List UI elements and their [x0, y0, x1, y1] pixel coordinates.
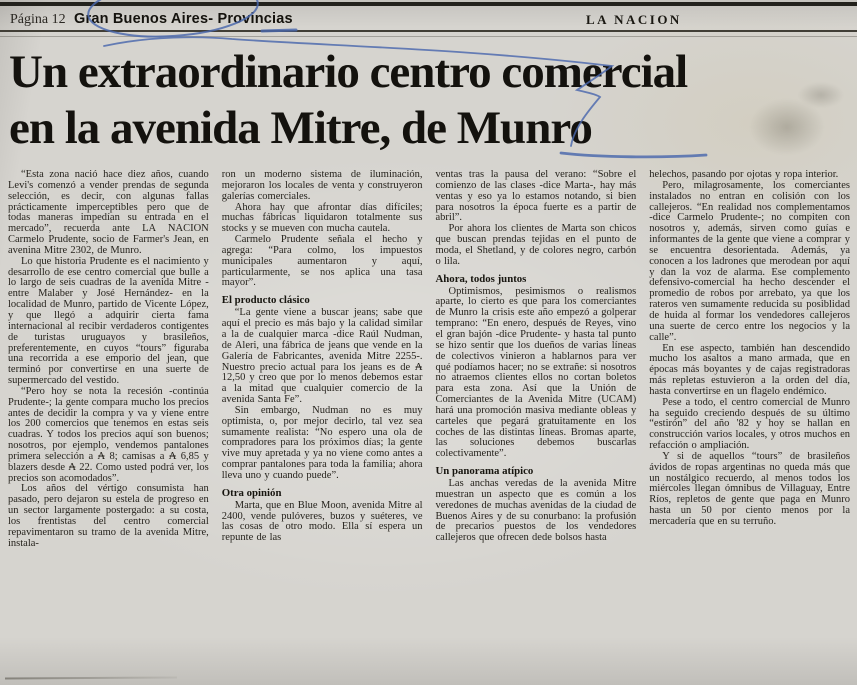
paper-crease-line [5, 677, 177, 680]
masthead-top-rule [0, 2, 857, 6]
article-paragraph: Sin embargo, Nudman no es muy optimista, o, por mejor decirlo, tal vez sea sumamente realista: “No espero una ola de compradores para los próximos días; la gente vive muy apretada y ya no viene como antes a comprar pantalones para toda la familia; ahora lleva uno y cuando puede”. [221, 404, 423, 481]
ink-smudge [798, 82, 844, 108]
article-paragraph: ventas tras la pausa del verano: “Sobre el comienzo de las clases -dice Marta-, hay más ventas y eso ya lo estamos notando, si bien para nosotros la época fuerte es a partir de abril”. [435, 169, 637, 224]
masthead-bottom-rule [0, 30, 857, 32]
article-paragraph: helechos, pasando por ojotas y ropa interior. [649, 169, 839, 180]
newspaper-name: LA NACION [586, 12, 682, 27]
article-paragraph: Los años del vértigo consumista han pasado, pero dejaron su estela de progreso en un sector largamente postergado: a su costa, los frentistas del centro comercial repavimentaron su tramo de la avenida Mitre, instala- [8, 483, 209, 549]
article-paragraph: Pero, milagrosamente, los comerciantes instalados no entran en colisión con los callejeros. “En realidad nos complementamos -dice Carmelo Prudente-; no compiten con nosotros y, además, sirven como guías e informantes de la gente que viene a comprar y se encuentra desorientada. Además, ya conocen a los ladrones que merodean por aquí y dan la voz de alarma. Ese complemento defensivo-comercial ha hecho descender el promedio de robos por arrebato, ya que los rateros ven sumamente reducida su posiblidad de huida al formar los vendedores callejeros una suerte de cerco entre los negocios y la calle”. [649, 179, 850, 343]
article-paragraph: Optimismos, pesimismos o realismos aparte, lo cierto es que para los comerciantes de Munro la crisis este año empezó a golperar temprano: “En enero, después de Reyes, vino el gran bajón -dice Prudente- y hasta tal punto se hizo sentir que los dueños de varias líneas de colectivos vinieron a hablarnos para ver qué podíamos hacer; no se extrañe: si nosotros no atraemos clientes ellos no cortan boletos para esta zona. Así que la Unión de Comerciantes de la Avenida Mitre (UCAM) hará una promoción masiva mediante obleas y carteles que pegará gratuitamente en los coches de las distintas líneas. Bromas aparte, las soluciones debemos buscarlas colectivamente”. [435, 285, 637, 460]
article-paragraph: Y si de aquellos “tours” de brasileños ávidos de ropas argentinas no queda más que un nostálgico recuerdo, al menos todos los miércoles llegan ómnibus de Villaguay, Entre Ríos, repletos de gente que paga en Munro hasta un 50 por ciento menos por la mercadería que en su terruño. [649, 450, 850, 527]
article-paragraph: Por ahora los clientes de Marta son chicos que buscan prendas tejidas en el punto de moda, el Shetland, y de colores negro, carbón o lila. [435, 223, 637, 267]
page-number-label: Página 12 [10, 12, 66, 27]
article-paragraph: Pese a todo, el centro comercial de Munro ha seguido creciendo después de su último “estirón” del año '82 y hoy se hallan en construcción varios locales, y otros muchos en refacción o ampliación. [649, 396, 850, 452]
article-paragraph: “Esta zona nació hace diez años, cuando Levi's comenzó a vender prendas de segunda selección, es decir, con algunas fallas prácticamente imperceptibles pero que de todas maneras impedían su entrada en el mercado”, recuerda ante LA NACION Carmelo Prudente, socio de Farmer's Jean, en avenina Mitre 2302, de Munro. [8, 169, 209, 256]
section-subhead: Un panorama atípico [435, 465, 534, 478]
masthead-faint-rule [0, 36, 857, 37]
article-column [8, 170, 209, 550]
headline-line1: Un extraordinario centro comercial [9, 46, 688, 98]
masthead [0, 9, 857, 31]
article-paragraph: Marta, que en Blue Moon, avenida Mitre al 2400, vende pulóveres, buzos y suéteres, ve las cosas de otro modo. Ella sí espera un repunte de las [221, 499, 423, 544]
section-subhead: Ahora, todos juntos [435, 272, 527, 285]
article-paragraph: En ese aspecto, también han descendido mucho los asaltos a mano armada, que en épocas más boyantes y de cajas registradoras más repletas estuvieron a la orden del día, hasta convertirse en un flagelo endémico. [649, 342, 850, 397]
article-paragraph: Carmelo Prudente señala el hecho y agrega: “Para colmo, los impuestos municipales aumentaron y aquí, particularmente, se nos aplica una tasa mayor”. [221, 234, 423, 289]
article-paragraph: Lo que historia Prudente es el nacimiento y desarrollo de ese centro comercial que bulle a lo largo de seis cuadras de la avenida Mitre -entre Malaber y José Hernández- en la localidad de Munro, partido de Vicente López, y que llegó a adquirir cierta fama internacional al recibir verdaderos contigentes de turistas uruguayos y brasileños, preferentemente, en cuyos “tours” figuraba una recorrida a ese emporio del jean, que terminó por convertirse en una suerte de supermercado del vestido. [8, 255, 209, 387]
article-paragraph: Ahora hay que afrontar días difíciles; muchas fábricas liquidaron totalmente sus stocks y se mueven con mucha cautela. [221, 201, 423, 235]
article-columns [8, 170, 850, 550]
section-subhead: El producto clásico [221, 294, 310, 307]
section-title: Gran Buenos Aires- Provincias [74, 11, 293, 27]
headline-line2: en la avenida Mitre, de Munro [9, 102, 592, 154]
article-column [436, 170, 637, 550]
article-paragraph: Las anchas veredas de la avenida Mitre muestran un aspecto que es común a los veredones de muchas avenidas de la ciudad de Buenos Aires y de su conurbano: la profusión de precarios puestos de los vendedores callejeros que ofrecen dede bolsos hasta [435, 478, 637, 544]
section-subhead: Otra opinión [221, 486, 282, 499]
article-column [649, 170, 850, 550]
article-paragraph: ron un moderno sistema de iluminación, mejoraron los locales de venta y construyeron galerías comerciales. [221, 169, 423, 202]
article-paragraph: “Pero hoy se nota la recesión -continúa Prudente-; la gente compara mucho los precios antes de decidir la compra y va y viene entre los 200 comercios que tenemos en estas seis cuadras. Y todos los precios aquí son buenos; nosotros, por ejemplo, vendemos pantalones primera selección a ₳ 8; camisas a ₳ 6,85 y blazers desde ₳ 22. Como usted podrá ver, los precios son acomodados”. [8, 385, 209, 484]
article-column [222, 170, 423, 550]
headline [9, 44, 854, 156]
article-paragraph: “La gente viene a buscar jeans; sabe que aquí el precio es más bajo y la calidad similar a la de cualquier marca -dice Raúl Nudman, de Aleri, una fábrica de jeans que vende en la Galería de Fabricantes, avenida Mitre 2255-. Nuestro precio actual para los jeans es de ₳ 12,50 y creo que por lo menos debemos estar a la mitad que cualquier comercio de la avenida Santa Fe”. [221, 307, 423, 406]
